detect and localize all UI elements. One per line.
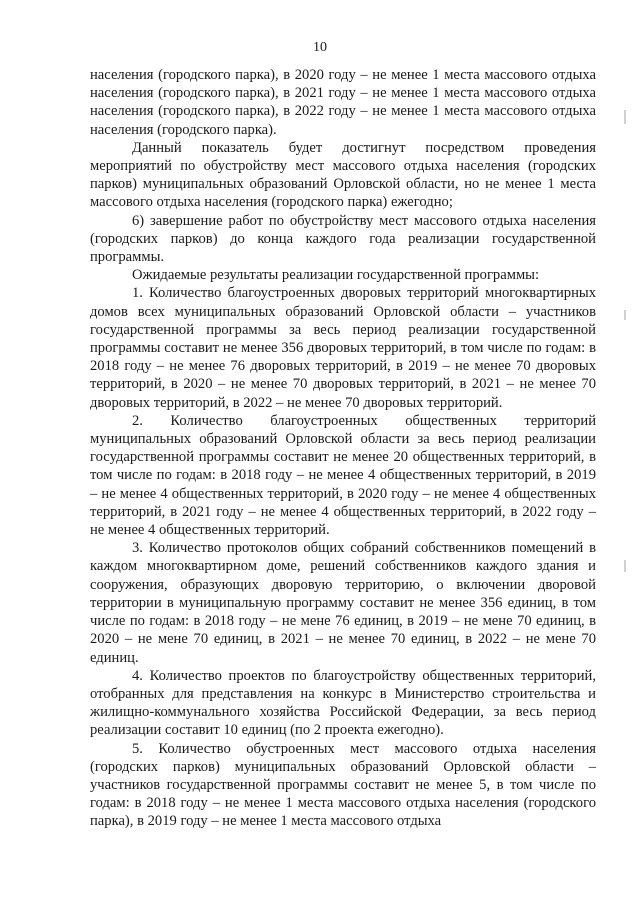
paragraph: 1. Количество благоустроенных дворовых территорий многоквартирных домов всех муниципальных образований Орловской области – участников государственной программы за весь период реализации государственной программы составит не менее 356 дворовых территорий, в том числе по годам: в 2018 году – не менее 76 дворовых территорий, в 2019 – не менее 70 дворовых территорий, в 2020 – не менее 70 дворовых территорий, в 2021 – не менее 70 дворовых территорий, в 2022 – не менее 70 дворовых территорий. — [90, 285, 596, 411]
document-body — [90, 66, 596, 831]
paragraph: 6) завершение работ по обустройству мест массового отдыха населения (городских парков) до конца каждого года реализации государственной программы. — [90, 212, 596, 266]
page-number: 10 — [313, 40, 327, 55]
paragraph: 2. Количество благоустроенных общественных территорий муниципальных образований Орловской области за весь период реализации государственной программы составит не менее 20 общественных территорий, в том числе по годам: в 2018 году – не менее 4 общественных территорий, в 2019 – не менее 4 общественных территорий, в 2020 году – не менее 4 общественных территорий, в 2021 году – не менее 4 общественных территорий, в 2022 году – не менее 4 общественных территорий. — [90, 412, 596, 539]
paragraph: 3. Количество протоколов общих собраний собственников помещений в каждом многоквартирном доме, решений собственников каждого здания и сооружения, образующих дворовую территорию, о включении дворовой территории в муниципальную программу составит не менее 356 единиц, в том числе по годам: в 2018 году – не мене 76 единиц, в 2019 – не мене 70 единиц, в 2020 – не мене 70 единиц, в 2021 – не менее 70 единиц, в 2022 – не мене 70 единиц. — [90, 540, 596, 666]
paragraph: населения (городского парка), в 2020 году – не менее 1 места массового отдыха населения (городского парка), в 2021 году – не менее 1 места массового отдыха населения (городского парка), в 2022 году – не менее 1 места массового отдыха населения (городского парка). — [90, 67, 596, 138]
scan-artifact — [624, 110, 626, 124]
scan-artifact — [624, 560, 626, 572]
paragraph: 4. Количество проектов по благоустройству общественных территорий, отобранных для представления на конкурс в Министерство строительства и жилищно-коммунального хозяйства Российской Федерации, за весь период реализации составит 10 единиц (по 2 проекта ежегодно). — [90, 667, 596, 739]
paragraph: 5. Количество обустроенных мест массового отдыха населения (городских парков) муниципальных образований Орловской области – участников государственной программы составит не менее 5, в том числе по годам: в 2018 году – не менее 1 места массового отдыха населения (городского парка), в 2019 году – не менее 1 места массового отдыха — [90, 740, 596, 830]
scan-artifact — [624, 310, 626, 320]
paragraph: Данный показатель будет достигнут посредством проведения мероприятий по обустройству мест массового отдыха населения (городских парков) муниципальных образований Орловской области, но не менее 1 места массового отдыха населения (городского парка) ежегодно; — [90, 139, 596, 211]
paragraph: Ожидаемые результаты реализации государственной программы: — [132, 267, 540, 284]
